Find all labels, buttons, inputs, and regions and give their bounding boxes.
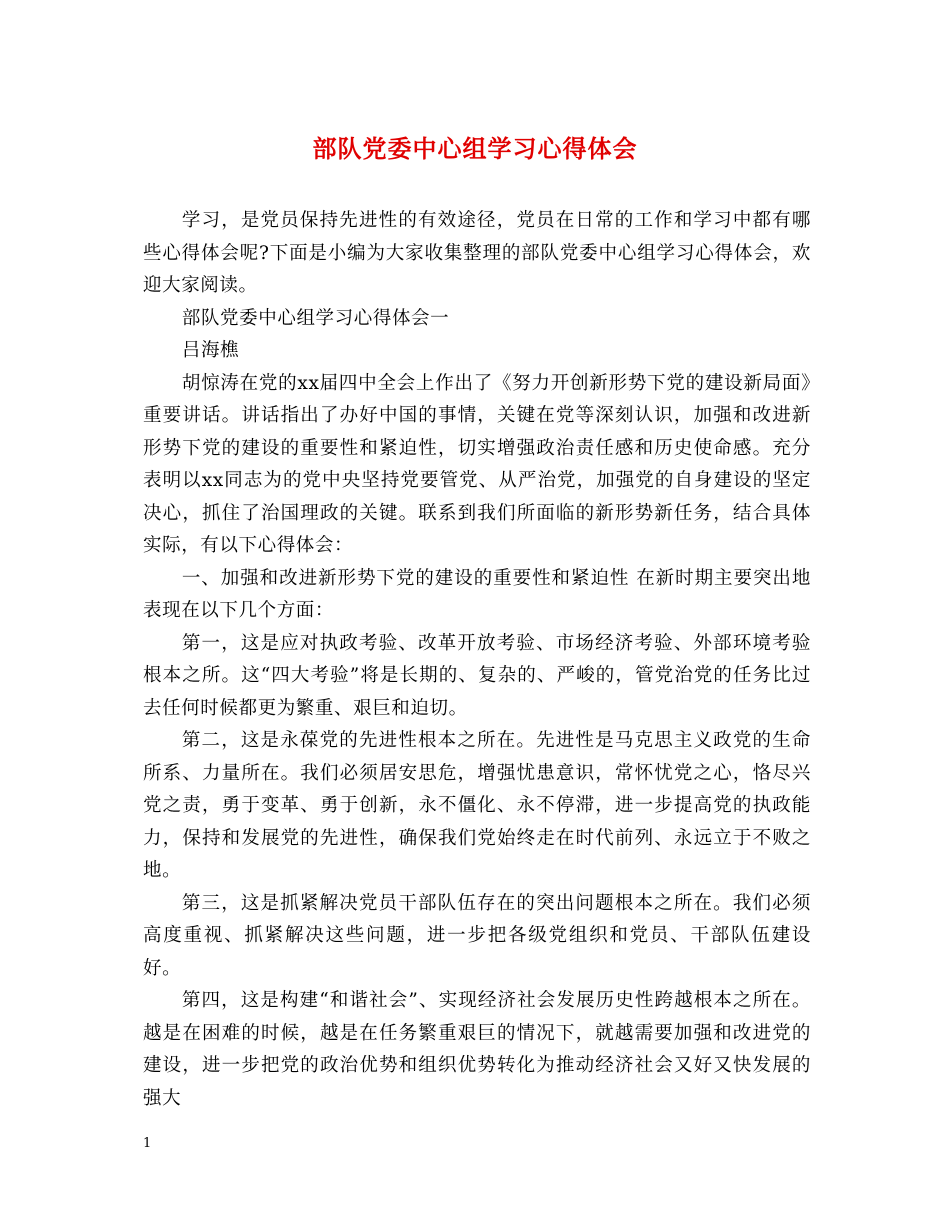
paragraph-intro: 学习，是党员保持先进性的有效途径，党员在日常的工作和学习中都有哪些心得体会呢?下面是小编为大家收集整理的部队党委中心组学习心得体会，欢迎大家阅读。 — [143, 210, 811, 296]
paragraph-body-1: 胡惊涛在党的xx届四中全会上作出了《努力开创新形势下党的建设新局面》重要讲话。讲话指出了办好中国的事情，关键在党等深刻认识，加强和改进新形势下党的建设的重要性和紧迫性，切实增强政治责任感和历史使命感。充分表明以xx同志为的党中央坚持党要管党、从严治党，加强党的自身建设的坚定决心，抓住了治国理政的关键。联系到我们所面临的新形势新任务，结合具体实际，有以下心得体会： — [143, 372, 811, 556]
paragraph-author: 吕海樵 — [181, 340, 240, 361]
paragraph-subtitle: 部队党委中心组学习心得体会一 — [181, 307, 450, 329]
paragraph-point-2: 第二，这是永葆党的先进性根本之所在。先进性是马克思主义政党的生命所系、力量所在。我们必须居安思危，增强忧患意识，常怀忧党之心，恪尽兴党之责，勇于变革、勇于创新，永不僵化、永不停滞，进一步提高党的执政能力，保持和发展党的先进性，确保我们党始终走在时代前列、永远立于不败之地。 — [143, 730, 811, 881]
paragraph-point-4: 第四，这是构建“和谐社会”、实现经济社会发展历史性跨越根本之所在。越是在困难的时候，越是在任务繁重艰巨的情况下，就越需要加强和改进党的建设，进一步把党的政治优势和组织优势转化为推动经济社会又好又快发展的强大 — [143, 990, 811, 1109]
paragraph-point-3: 第三，这是抓紧解决党员干部队伍存在的突出问题根本之所在。我们必须高度重视、抓紧解决这些问题，进一步把各级党组织和党员、干部队伍建设好。 — [143, 892, 811, 979]
paragraph-section-heading: 一、加强和改进新形势下党的建设的重要性和紧迫性 在新时期主要突出地表现在以下几个方面： — [143, 567, 811, 621]
document-title: 部队党委中心组学习心得体会 — [312, 134, 638, 163]
document-body — [143, 205, 811, 1115]
page-number: 1 — [143, 1136, 152, 1151]
paragraph-point-1: 第一，这是应对执政考验、改革开放考验、市场经济考验、外部环境考验根本之所。这“四大考验”将是长期的、复杂的、严峻的，管党治党的任务比过去任何时候都更为繁重、艰巨和迫切。 — [143, 632, 811, 719]
